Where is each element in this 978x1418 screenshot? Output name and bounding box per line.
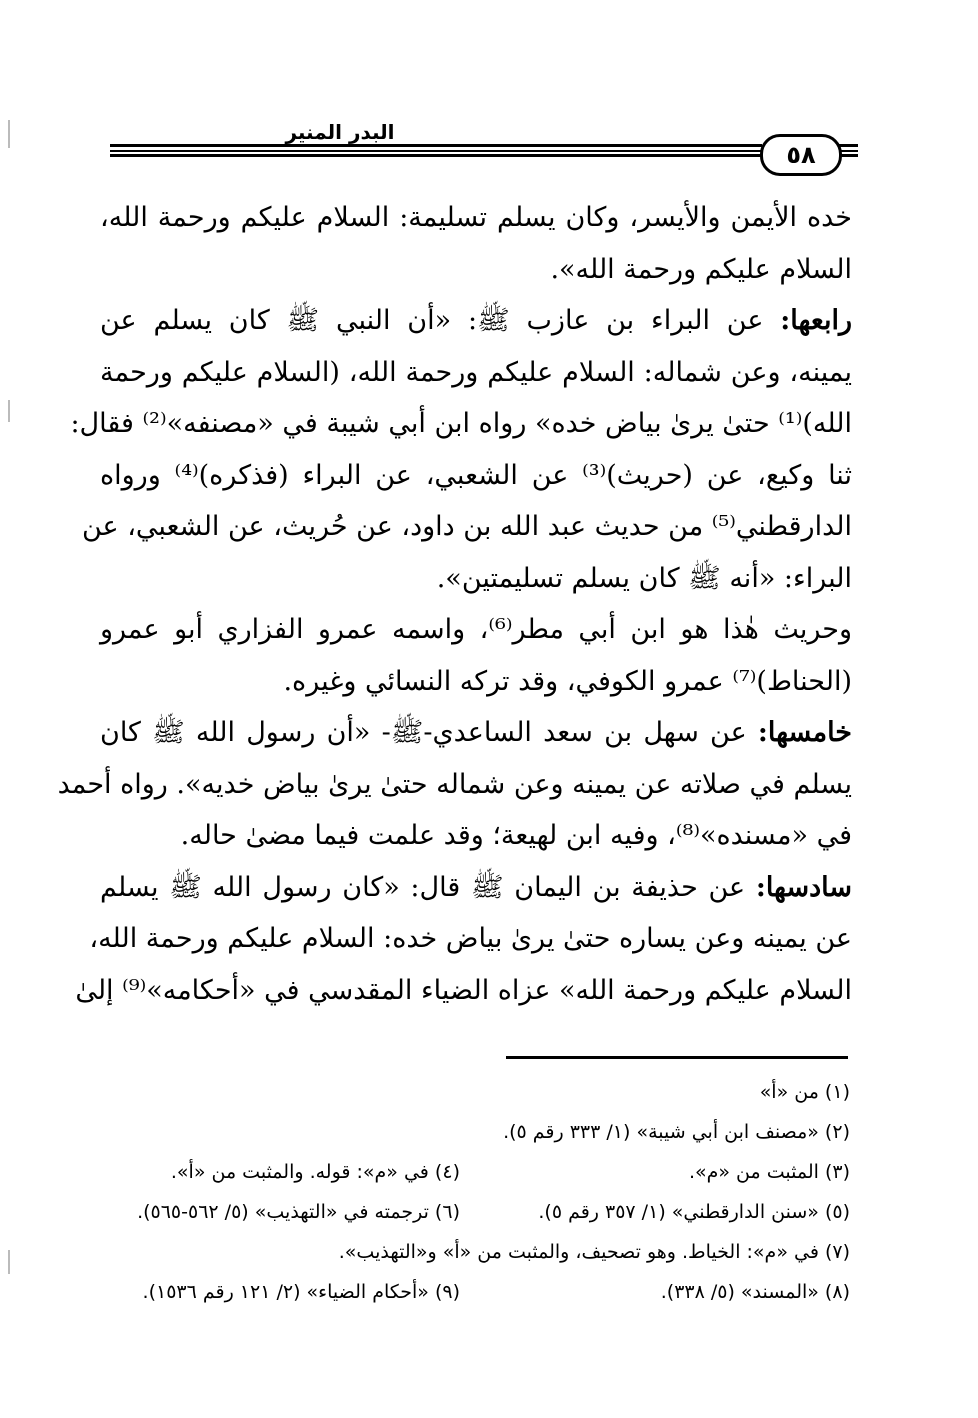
text-line bbox=[75, 965, 852, 1017]
footnote: (٩) «أحكام الضياء» (٢/ ١٢١ رقم ١٥٣٦). bbox=[142, 1281, 460, 1303]
footnote: (٧) في «م»: الخياط. وهو تصحيف، والمثبت من «أ» و«التهذيب». bbox=[338, 1241, 850, 1263]
footnote-row bbox=[100, 1192, 850, 1232]
line-text: ثنا وكيع، عن (حريث)⁽³⁾ عن الشعبي، عن البراء (فذكره)⁽⁴⁾ ورواه bbox=[100, 459, 852, 491]
text-line bbox=[100, 347, 852, 399]
line-text: (الحناط)⁽⁷⁾ عمرو الكوفي، وقد تركه النسائي وغيره. bbox=[283, 665, 852, 697]
running-header-title: البدر المنير bbox=[285, 120, 395, 144]
line-text: الله)⁽¹⁾ حتىٰ يرىٰ بياض خده» رواه ابن أبي شيبة في «مصنفه»⁽²⁾ فقال: bbox=[70, 408, 852, 439]
line-text: السلام عليكم ورحمة الله». bbox=[550, 253, 852, 285]
text-line bbox=[100, 553, 852, 605]
line-text: وحريث هٰذا هو ابن أبي مطر⁽⁶⁾، واسمه عمرو الفزاري أبو عمرو bbox=[100, 614, 852, 645]
section-heading: رابعها: bbox=[780, 305, 852, 336]
line-text: عن يمينه وعن يساره حتىٰ يرىٰ بياض خده: السلام عليكم ورحمة الله، bbox=[89, 923, 852, 954]
header-rule bbox=[110, 142, 858, 158]
text-line bbox=[57, 759, 852, 811]
footnote-row bbox=[100, 1112, 850, 1152]
line-text: يمينه، وعن شماله: السلام عليكم ورحمة الله، (السلام عليكم ورحمة bbox=[100, 356, 852, 388]
footnote: (٨) «المسند» (٥/ ٣٣٨). bbox=[660, 1281, 850, 1303]
main-text bbox=[57, 192, 852, 1016]
footnote-row bbox=[100, 1072, 850, 1112]
line-text: في «مسنده»⁽⁸⁾، وفيه ابن لهيعة؛ وقد علمت فيما مضىٰ حاله. bbox=[180, 820, 852, 851]
line-text: البراء: «أنه ﷺ كان يسلم تسليمتين». bbox=[436, 562, 852, 594]
text-line bbox=[100, 295, 852, 347]
text-line bbox=[100, 862, 852, 914]
footnote: (٢) «مصنف ابن أبي شيبة» (١/ ٣٣٣ رقم ٥). bbox=[503, 1121, 850, 1143]
footnote-rule bbox=[506, 1056, 848, 1059]
footnote: (٤) في «م»: قوله. والمثبت من «أ». bbox=[170, 1161, 460, 1183]
footnote: (٥) «سنن الدارقطني» (١/ ٣٥٧ رقم ٥). bbox=[538, 1201, 850, 1223]
footnote: (١) من «أ» bbox=[759, 1081, 850, 1103]
text-line bbox=[89, 913, 852, 965]
section-heading: سادسها: bbox=[755, 871, 852, 903]
text-line bbox=[100, 450, 852, 502]
line-text: عن حذيفة بن اليمان ﷺ قال: «كان رسول الله ﷺ يسلم bbox=[100, 871, 756, 903]
text-line bbox=[100, 244, 852, 296]
line-text: الدارقطني⁽⁵⁾ من حديث عبد الله بن داود، عن حُريث، عن الشعبي، عن bbox=[81, 511, 852, 542]
footnote-row bbox=[100, 1152, 850, 1192]
scan-margin-mark bbox=[8, 400, 10, 422]
scan-margin-mark bbox=[8, 120, 10, 148]
footnote: (٣) المثبت من «م». bbox=[688, 1161, 850, 1183]
text-line bbox=[70, 398, 852, 450]
scan-margin-mark bbox=[8, 1250, 10, 1274]
line-text: يسلم في صلاته عن يمينه وعن شماله حتىٰ يرىٰ بياض خديه». رواه أحمد bbox=[57, 768, 852, 800]
text-line bbox=[100, 810, 852, 862]
footnotes bbox=[100, 1072, 850, 1312]
line-text: السلام عليكم ورحمة الله» عزاه الضياء المقدسي في «أحكامه»⁽⁹⁾ إلىٰ bbox=[75, 974, 852, 1006]
line-text: عن البراء بن عازب ﷺ: «أن النبي ﷺ كان يسلم عن bbox=[100, 305, 781, 336]
footnote: (٦) ترجمته في «التهذيب» (٥/ ٥٦٢-٥٦٥). bbox=[137, 1201, 460, 1223]
text-line bbox=[100, 707, 852, 759]
line-text: خده الأيمن والأيسر، وكان يسلم تسليمة: السلام عليكم ورحمة الله، bbox=[100, 202, 852, 233]
text-line bbox=[100, 604, 852, 656]
footnote-row bbox=[100, 1272, 850, 1312]
line-text: عن سهل بن سعد الساعدي-ﷺ- «أن رسول الله ﷺ كان bbox=[100, 717, 758, 748]
page-number: ٥٨ bbox=[760, 134, 842, 176]
footnote-row bbox=[100, 1232, 850, 1272]
section-heading: خامسها: bbox=[757, 717, 852, 748]
text-line bbox=[81, 501, 852, 553]
text-line bbox=[100, 192, 852, 244]
text-line bbox=[100, 656, 852, 708]
